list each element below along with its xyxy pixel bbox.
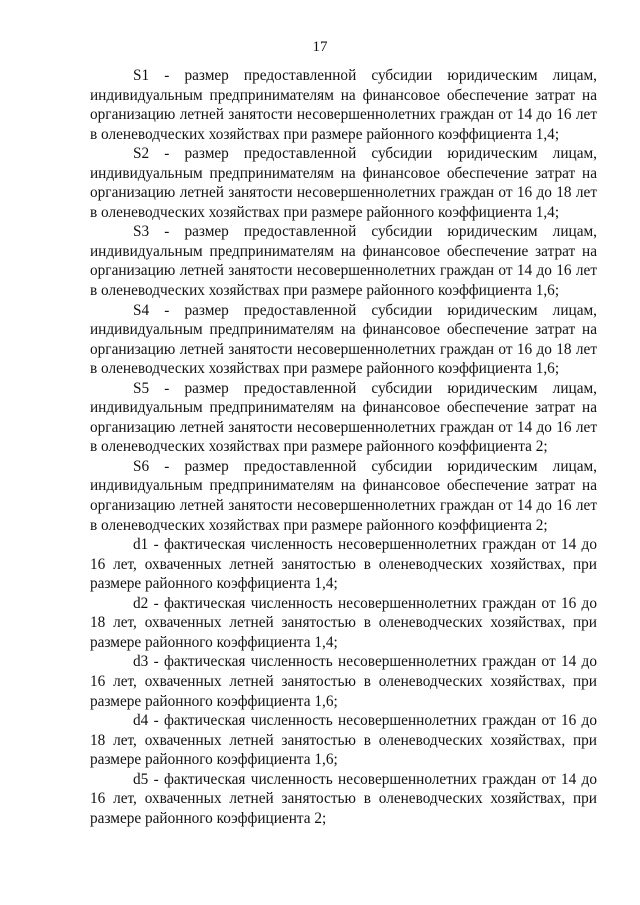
- definition-s3: S3 - размер предоставленной субсидии юридическим лицам, индивидуальным предпринимателям на финансовое обеспечение затрат на организацию летней занятости несовершеннолетних граждан от 14 до 16 лет в оленеводческих хозяйствах при размере районного коэффициента 1,6;: [90, 223, 597, 300]
- document-body: [90, 66, 597, 828]
- page-number: 17: [312, 39, 328, 55]
- definition-s1: S1 - размер предоставленной субсидии юридическим лицам, индивидуальным предпринимателям на финансовое обеспечение затрат на организацию летней занятости несовершеннолетних граждан от 14 до 16 лет в оленеводческих хозяйствах при размере районного коэффициента 1,4;: [90, 67, 597, 143]
- definition-s2: S2 - размер предоставленной субсидии юридическим лицам, индивидуальным предпринимателям на финансовое обеспечение затрат на организацию летней занятости несовершеннолетних граждан от 16 до 18 лет в оленеводческих хозяйствах при размере районного коэффициента 1,4;: [90, 145, 597, 221]
- definition-s4: S4 - размер предоставленной субсидии юридическим лицам, индивидуальным предпринимателям на финансовое обеспечение затрат на организацию летней занятости несовершеннолетних граждан от 16 до 18 лет в оленеводческих хозяйствах при размере районного коэффициента 1,6;: [90, 301, 597, 378]
- definition-s6: S6 - размер предоставленной субсидии юридическим лицам, индивидуальным предпринимателям на финансовое обеспечение затрат на организацию летней занятости несовершеннолетних граждан от 14 до 16 лет в оленеводческих хозяйствах при размере районного коэффициента 2;: [90, 457, 597, 534]
- definition-d3: d3 - фактическая численность несовершеннолетних граждан от 14 до 16 лет, охваченных летней занятостью в оленеводческих хозяйствах, при размере районного коэффициента 1,6;: [90, 653, 597, 710]
- definition-d1: d1 - фактическая численность несовершеннолетних граждан от 14 до 16 лет, охваченных летней занятостью в оленеводческих хозяйствах, при размере районного коэффициента 1,4;: [90, 536, 597, 593]
- definition-s5: S5 - размер предоставленной субсидии юридическим лицам, индивидуальным предпринимателям на финансовое обеспечение затрат на организацию летней занятости несовершеннолетних граждан от 14 до 16 лет в оленеводческих хозяйствах при размере районного коэффициента 2;: [90, 379, 597, 456]
- definition-d5: d5 - фактическая численность несовершеннолетних граждан от 14 до 16 лет, охваченных летней занятостью в оленеводческих хозяйствах, при размере районного коэффициента 2;: [90, 770, 597, 827]
- definition-d2: d2 - фактическая численность несовершеннолетних граждан от 16 до 18 лет, охваченных летней занятостью в оленеводческих хозяйствах, при размере районного коэффициента 1,4;: [90, 594, 597, 651]
- definition-d4: d4 - фактическая численность несовершеннолетних граждан от 16 до 18 лет, охваченных летней занятостью в оленеводческих хозяйствах, при размере районного коэффициента 1,6;: [90, 712, 597, 769]
